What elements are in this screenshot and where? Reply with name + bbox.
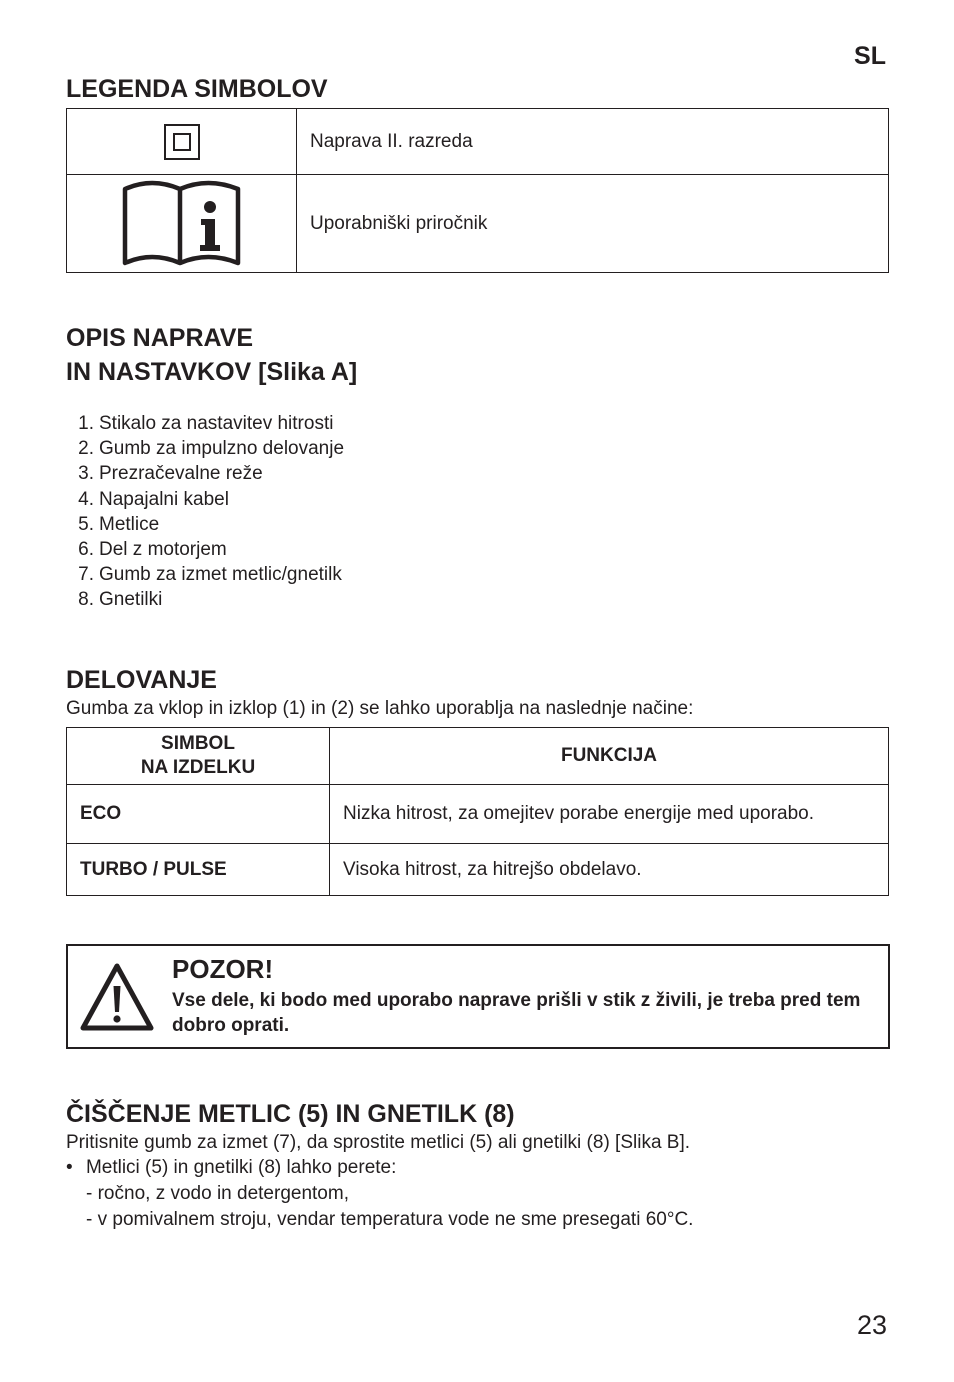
list-item: 5. Metlice [78, 513, 160, 535]
function-cell: Nizka hitrost, za omejitev porabe energije med uporabo. [330, 785, 889, 844]
cleaning-title: ČIŠČENJE METLIC (5) IN GNETILK (8) [66, 1100, 515, 1128]
header-symbol [67, 728, 330, 785]
list-item: 7. Gumb za izmet metlic/gnetilk [78, 564, 342, 586]
list-item: 8. Gnetilki [78, 589, 163, 611]
header-symbol-line1: SIMBOL [161, 733, 235, 754]
warning-triangle-icon [79, 962, 155, 1032]
operation-intro: Gumba za vklop in izklop (1) in (2) se lahko uporablja na naslednje načine: [66, 698, 694, 719]
symbol-cell: TURBO / PULSE [67, 844, 330, 896]
cleaning-sub-item: - ročno, z vodo in detergentom, [86, 1183, 349, 1204]
cleaning-bullet-text: Metlici (5) in gnetilki (8) lahko perete: [85, 1157, 397, 1178]
warning-box [66, 944, 890, 1049]
warning-title: POZOR! [172, 954, 274, 984]
header-symbol-line2: NA IZDELKU [140, 757, 256, 778]
cleaning-bullet [66, 1155, 396, 1180]
symbols-label: Naprava II. razreda [297, 109, 889, 175]
symbols-row [67, 175, 889, 273]
language-code: SL [854, 42, 886, 70]
class-ii-double-square-icon [164, 124, 200, 160]
list-item: 4. Napajalni kabel [78, 488, 229, 510]
page-number: 23 [856, 1310, 887, 1340]
bullet-icon: • [66, 1157, 73, 1178]
symbols-table [66, 108, 889, 273]
cleaning-sub-item: - v pomivalnem stroju, vendar temperatura vode ne sme presegati 60°C. [86, 1209, 694, 1230]
symbols-label: Uporabniški priročnik [297, 175, 889, 273]
symbol-cell: ECO [67, 785, 330, 844]
warning-text: Vse dele, ki bodo med uporabo naprave prišli v stik z živili, je treba pred tem dobro oprati. [172, 990, 861, 1036]
list-item: 6. Del z motorjem [78, 539, 227, 561]
description-title-line2: IN NASTAVKOV [Slika A] [66, 358, 358, 386]
symbols-section-title: LEGENDA SIMBOLOV [66, 75, 328, 103]
operation-title: DELOVANJE [66, 666, 217, 694]
list-item: 1. Stikalo za nastavitev hitrosti [78, 413, 334, 434]
symbols-icon-cell [67, 109, 297, 175]
description-title-line1: OPIS NAPRAVE [66, 324, 254, 352]
table-header-row [67, 728, 889, 785]
header-function: FUNKCIJA [330, 728, 889, 785]
function-cell: Visoka hitrost, za hitrejšo obdelavo. [330, 844, 889, 896]
cleaning-intro: Pritisnite gumb za izmet (7), da sprostite metlici (5) ali gnetilki (8) [Slika B]. [66, 1132, 691, 1153]
table-row [67, 844, 889, 896]
symbols-row [67, 109, 889, 175]
user-manual-book-info-icon [122, 179, 242, 269]
list-item: 2. Gumb za impulzno delovanje [78, 438, 345, 460]
symbols-icon-cell [67, 175, 297, 273]
parts-list [54, 411, 344, 613]
list-item: 3. Prezračevalne reže [78, 463, 263, 485]
function-table [66, 727, 889, 896]
table-row [67, 785, 889, 844]
